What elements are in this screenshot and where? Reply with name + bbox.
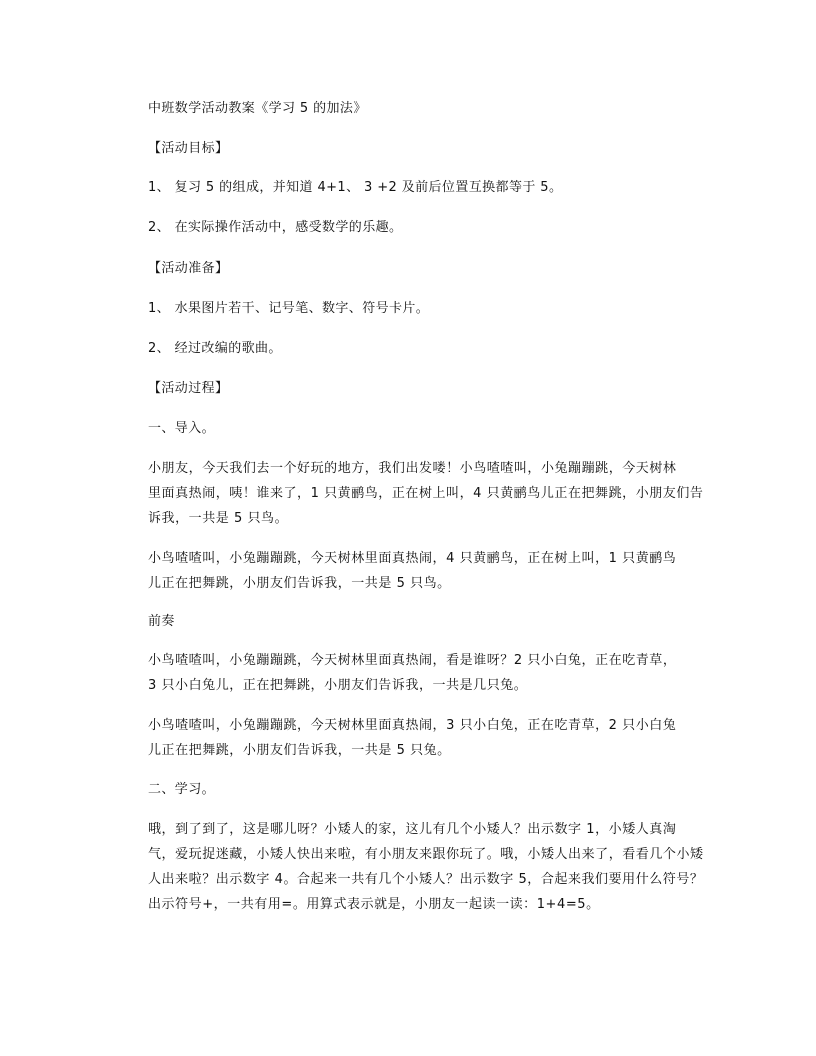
heading-goals: 【活动目标】 xyxy=(148,141,229,156)
goal-item-1: 1、 复习 5 的组成，并知道 4+1、 3 +2 及前后位置互换都等于 5。 xyxy=(148,180,563,195)
paragraph-line: 儿正在把舞跳，小朋友们告诉我，一共是 5 只兔。 xyxy=(148,743,451,758)
prelude-label: 前奏 xyxy=(148,614,175,629)
heading-preparation: 【活动准备】 xyxy=(148,261,229,276)
prep-item-2: 2、 经过改编的歌曲。 xyxy=(148,341,282,356)
paragraph-line: 小鸟喳喳叫，小兔蹦蹦跳，今天树林里面真热闹，4 只黄鹂鸟，正在树上叫，1 只黄鹂鸟 xyxy=(148,551,677,566)
paragraph-line: 儿正在把舞跳，小朋友们告诉我，一共是 5 只鸟。 xyxy=(148,576,451,591)
paragraph-line: 里面真热闹，咦！谁来了，1 只黄鹂鸟，正在树上叫，4 只黄鹂鸟儿正在把舞跳，小朋友们告 xyxy=(148,486,704,501)
paragraph-intro-1 xyxy=(148,456,704,531)
paragraph-line: 3 只小白兔儿，正在把舞跳，小朋友们告诉我，一共是几只兔。 xyxy=(148,678,528,693)
paragraph-line: 小朋友，今天我们去一个好玩的地方，我们出发喽！小鸟喳喳叫，小兔蹦蹦跳，今天树林 xyxy=(148,461,677,476)
paragraph-line: 气，爱玩捉迷藏，小矮人快出来啦，有小朋友来跟你玩了。哦，小矮人出来了，看看几个小矮 xyxy=(148,847,704,862)
paragraph-line: 哦，到了到了，这是哪儿呀？小矮人的家，这儿有几个小矮人？出示数字 1，小矮人真淘 xyxy=(148,822,677,837)
paragraph-line: 小鸟喳喳叫，小兔蹦蹦跳，今天树林里面真热闹，3 只小白兔，正在吃青草，2 只小白兔 xyxy=(148,718,677,733)
paragraph-line: 出示符号+，一共有用=。用算式表示就是，小朋友一起读一读：1+4=5。 xyxy=(148,897,600,912)
paragraph-line: 人出来啦？出示数字 4。合起来一共有几个小矮人？出示数字 5，合起来我们要用什么符号？ xyxy=(148,872,704,887)
section-learning-heading: 二、学习。 xyxy=(148,782,216,797)
heading-process: 【活动过程】 xyxy=(148,381,229,396)
document-title: 中班数学活动教案《学习 5 的加法》 xyxy=(148,101,367,116)
paragraph-intro-2 xyxy=(148,546,678,596)
paragraph-learning-1 xyxy=(148,817,704,917)
paragraph-intro-3 xyxy=(148,648,678,698)
goal-item-2: 2、 在实际操作活动中，感受数学的乐趣。 xyxy=(148,220,403,235)
paragraph-intro-4 xyxy=(148,713,678,763)
prep-item-1: 1、 水果图片若干、记号笔、数字、符号卡片。 xyxy=(148,301,430,316)
paragraph-line: 诉我，一共是 5 只鸟。 xyxy=(148,511,289,526)
paragraph-line: 小鸟喳喳叫，小兔蹦蹦跳，今天树林里面真热闹，看是谁呀？2 只小白兔，正在吃青草， xyxy=(148,653,677,668)
section-intro-heading: 一、导入。 xyxy=(148,421,216,436)
